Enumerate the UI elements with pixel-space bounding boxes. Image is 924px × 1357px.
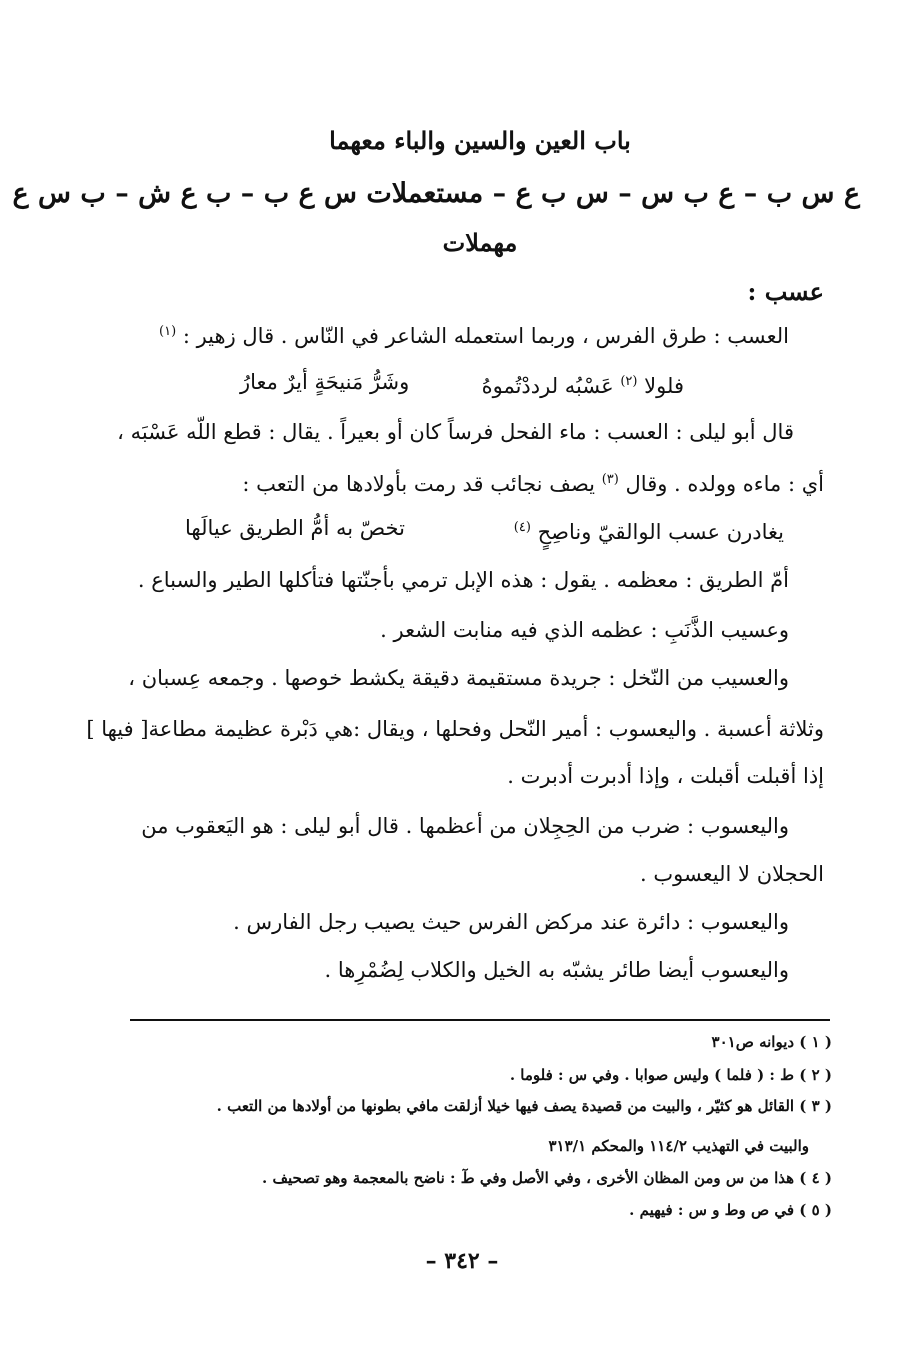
footnote: ( ٥ ) في ص وط و س : فيهيم . xyxy=(629,1201,832,1219)
body-line xyxy=(159,318,789,350)
footnote-marker: (٣) xyxy=(601,472,619,487)
footnote-marker: (٤) xyxy=(513,520,531,535)
verse-hemistich-second: وشَرُّ مَنيحَةٍ أيرٌ معارُ xyxy=(240,370,410,394)
body-line-text: أي : ماءه وولده . وقال xyxy=(625,472,824,496)
footnote: ( ٢ ) ط : ( فلما ) وليس صوابا . وفي س : فلوما . xyxy=(509,1066,832,1084)
chapter-roots-unused: مهملات xyxy=(442,228,518,257)
body-line xyxy=(242,466,824,498)
body-line: قال أبو ليلى : العسب : ماء الفحل فرساً كان أو بعيراً . يقال : قطع اللّه عَسْبَه ، xyxy=(117,420,794,444)
footnote: ( ٣ ) القائل هو كثيّر ، والبيت من قصيدة يصف فيها خيلا أزلقت مافي بطونها من أولادها من التعب . xyxy=(216,1097,832,1115)
page-number: – ٣٤٢ – xyxy=(425,1248,499,1274)
body-line-text: العسب : طرق الفرس ، وربما استعمله الشاعر في النّاس . قال زهير : xyxy=(182,324,789,348)
body-line: والعسيب من النّخل : جريدة مستقيمة دقيقة يكشط خوصها . وجمعه عِسبان ، xyxy=(128,666,789,690)
verse-hemistich-first xyxy=(514,514,784,546)
entry-headword: عسب : xyxy=(747,277,824,306)
verse-hemistich-first xyxy=(482,368,684,400)
footnote-marker: (٢) xyxy=(620,374,638,389)
body-line: واليعسوب : دائرة عند مركض الفرس حيث يصيب رجل الفارس . xyxy=(233,910,789,934)
body-line: وثلاثة أعسبة . واليعسوب : أمير النّحل وفحلها ، ويقال :هي دَبْرة عظيمة مطاعة[ فيها ] xyxy=(86,717,824,741)
footnote-marker: (١) xyxy=(159,324,177,339)
footnote: والبيت في التهذيب ١١٤/٢ والمحكم ٣١٣/١ xyxy=(548,1137,809,1155)
body-line: إذا أقبلت أقبلت ، وإذا أدبرت أدبرت . xyxy=(507,764,824,788)
footnote: ( ١ ) ديوانه ص٣٠١ xyxy=(711,1033,832,1051)
chapter-title: باب العين والسين والباء معهما xyxy=(329,126,631,155)
footnote-separator xyxy=(130,1019,830,1021)
verse-word: عَسْبُه لرددْتُموهُ xyxy=(481,374,614,398)
body-line: أمّ الطريق : معظمه . يقول : هذه الإبل ترمي بأجنّتها فتأكلها الطير والسباع . xyxy=(137,568,789,592)
verse-word: يغادرن عسب الوالقيّ وناصِحٍ xyxy=(537,520,784,544)
chapter-roots-used: ع س ب – ع ب س – س ب ع – مستعملات س ع ب – ب ع ش – ب س ع xyxy=(12,178,860,209)
body-line: واليعسوب : ضرب من الحِجِلان من أعظمها . قال أبو ليلى : هو اليَعقوب من xyxy=(141,814,789,838)
footnote: ( ٤ ) هذا من س ومن المظان الأخرى ، وفي الأصل وفي طٓ : ناضح بالمعجمة وهو تصحيف . xyxy=(262,1169,832,1187)
body-line: واليعسوب أيضا طائر يشبّه به الخيل والكلاب لِضُمْرِها . xyxy=(324,958,789,982)
body-line-text: يصف نجائب قد رمت بأولادها من التعب : xyxy=(242,472,596,496)
body-line: الحجلان لا اليعسوب . xyxy=(639,862,824,886)
verse-hemistich-second: تخصّ به أمُّ الطريق عيالَها xyxy=(185,516,405,540)
verse-word: فلولا xyxy=(644,374,684,398)
body-line: وعسيب الذَّنَبِ : عظمه الذي فيه منابت الشعر . xyxy=(380,618,789,642)
